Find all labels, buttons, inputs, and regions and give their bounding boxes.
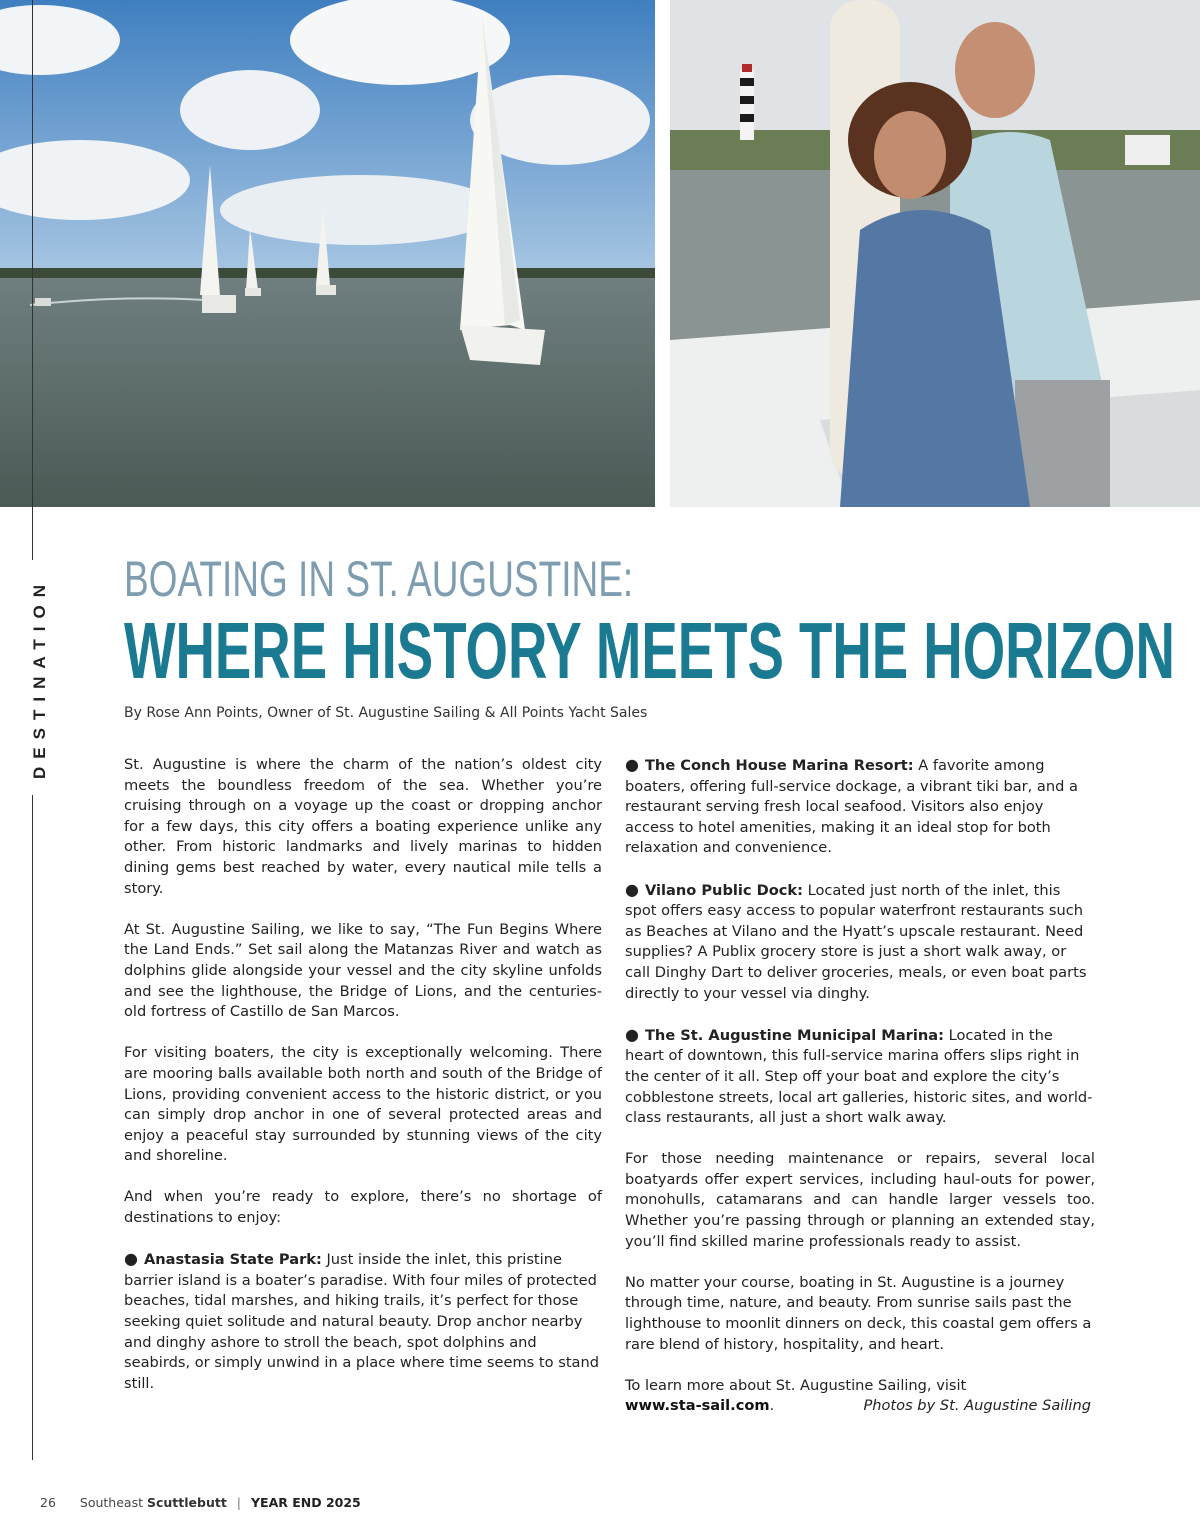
- issue-label: YEAR END 2025: [250, 1495, 361, 1510]
- bullet-title: Anastasia State Park:: [143, 1251, 322, 1269]
- headline-kicker: BOATING IN ST. AUGUSTINE:: [124, 551, 634, 607]
- bullet-dot-icon: ●: [625, 879, 639, 899]
- paragraph-conclusion: No matter your course, boating in St. Augustine is a journey through time, nature, and beauty. From sunrise sails past the lighthouse to moonlit dinners on deck, this coastal gem offers a rare blend of history, hospitality, and heart.: [625, 1273, 1092, 1353]
- paragraph-fun-begins: At St. Augustine Sailing, we like to say, “The Fun Begins Where the Land Ends.” Set sail along the Matanzas River and watch as dolphins glide alongside your vessel and the city skyline unfolds and see the lighthouse, the Bridge of Lions, and the centuries-old fortress of Castillo de San Marcos.: [124, 920, 602, 1021]
- paragraph-learn-more: [625, 1376, 1095, 1417]
- headline-title: WHERE HISTORY MEETS THE HORIZON: [124, 606, 1175, 695]
- bullet-text: Located just north of the inlet, this spot offers easy access to popular waterfront restaurants such as Beaches at Vilano and the Hyatt’s upscale restaurant. Need supplies? A Publix grocery store is just a short walk away, or call Dinghy Dart to deliver groceries, meals, or even boat parts directly to your vessel via dinghy.: [625, 881, 1087, 1002]
- page-number: 26: [40, 1495, 56, 1510]
- bullet-dot-icon: ●: [625, 755, 639, 774]
- website-link[interactable]: www.sta-sail.com: [625, 1397, 770, 1415]
- side-rule-top: [32, 0, 33, 560]
- paragraph-maintenance: For those needing maintenance or repairs, several local boatyards offer expert services, including haul-outs for power, monohulls, catamarans and can handle larger vessels too. Whether you’re passing through or planning an extended stay, you’ll find skilled marine professionals ready to assist.: [625, 1150, 1095, 1250]
- publication-prefix: Southeast: [79, 1495, 143, 1510]
- byline: By Rose Ann Points, Owner of St. Augustine Sailing & All Points Yacht Sales: [124, 705, 648, 721]
- bullet-dot-icon: ●: [625, 1024, 639, 1044]
- photo-credit: Photos by St. Augustine Sailing: [863, 1397, 1091, 1415]
- bullet-text: A favorite among boaters, offering full-service dockage, a vibrant tiki bar, and a restaurant serving fresh local seafood. Visitors also enjoy access to hotel amenities, making it an ideal stop for both relaxation and convenience.: [625, 757, 1078, 857]
- learn-more-text: To learn more about St. Augustine Sailing, visit: [625, 1376, 967, 1394]
- bullet-dot-icon: ●: [124, 1249, 138, 1269]
- section-label: DESTINATION: [30, 577, 49, 779]
- bullet-title: Vilano Public Dock:: [644, 881, 803, 899]
- publication-name: Scuttlebutt: [146, 1495, 227, 1510]
- bullet-vilano-public-dock: [625, 880, 1095, 1005]
- side-rule-bottom: [32, 795, 33, 1460]
- bullet-conch-house-marina: [625, 755, 1095, 859]
- bullet-title: The Conch House Marina Resort:: [644, 757, 914, 774]
- sailboats-photo: [0, 0, 655, 507]
- bullet-anastasia-state-park: [124, 1249, 602, 1394]
- bullet-text: Located in the heart of downtown, this full-service marina offers slips right in the center of it all. Step off your boat and explore the city’s cobblestone streets, local art galleries, historic sites, and world-class restaurants, all just a short walk away.: [625, 1026, 1093, 1127]
- paragraph-destinations-lead: And when you’re ready to explore, there’s no shortage of destinations to enjoy:: [124, 1188, 602, 1227]
- paragraph-visiting-boaters: For visiting boaters, the city is exceptionally welcoming. There are mooring balls available both north and south of the Bridge of Lions, providing convenient access to the historic district, or you can simply drop anchor in one of several protected areas and enjoy a peaceful stay surrounded by stunning views of the city and shoreline.: [124, 1044, 602, 1165]
- couple-photo: [670, 0, 1200, 507]
- bullet-text: Just inside the inlet, this pristine barrier island is a boater’s paradise. With four miles of protected beaches, tidal marshes, and hiking trails, it’s perfect for those seeking quiet solitude and natural beauty. Drop anchor nearby and dinghy ashore to stroll the beach, spot dolphins and seabirds, or simply unwind in a place where time seems to stand still.: [124, 1251, 599, 1392]
- bullet-municipal-marina: [625, 1025, 1095, 1129]
- learn-more-period: .: [769, 1397, 775, 1415]
- article-column-left: [124, 755, 602, 1415]
- page-footer: [40, 1495, 361, 1510]
- paragraph-intro: St. Augustine is where the charm of the nation’s oldest city meets the boundless freedom of the sea. Whether you’re cruising through on a voyage up the coast or dropping anchor for a few days, this city offers a boating experience unlike any other. From historic landmarks and lively marinas to hidden dining gems best reached by water, every nautical mile tells a story.: [124, 756, 602, 897]
- bullet-title: The St. Augustine Municipal Marina:: [644, 1026, 944, 1044]
- article-column-right: [625, 755, 1095, 1438]
- footer-separator: |: [236, 1495, 241, 1510]
